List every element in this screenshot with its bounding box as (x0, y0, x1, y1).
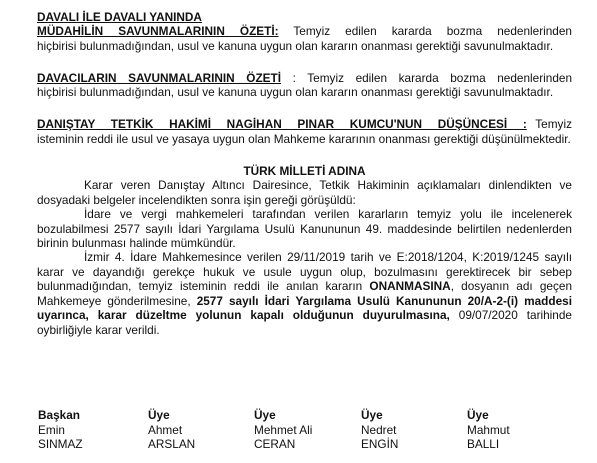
signature-baskan (38, 408, 83, 452)
signature-role: Üye (467, 408, 489, 422)
signature-uye-4 (467, 408, 510, 452)
decision-para-2: İdare ve vergi mahkemeleri tarafından verilen kararların temyiz yolu ile incelenerek bozulabilmesi 2577 sayılı İdari Yargılama Usulü Kanununun 49. maddesinde belirtilen nedenlerden birinin bulunması halinde mümkündür. (37, 207, 572, 251)
signature-last-name: SINMAZ (38, 437, 83, 452)
signature-last-name: ARSLAN (148, 437, 196, 452)
signature-role: Üye (254, 408, 276, 422)
decision-title: TÜRK MİLLETİ ADINA (243, 164, 366, 179)
signature-first-name: Nedret (361, 422, 397, 437)
signature-last-name: BALLI (467, 437, 500, 452)
signature-uye-2 (254, 408, 312, 452)
signature-last-name: ENGİN (361, 437, 399, 452)
davaci-heading: DAVACILARIN SAVUNMALARININ ÖZETİ (37, 70, 282, 85)
davaci-text-first: : Temyiz edilen kararda bozma nedenlerinden (281, 70, 572, 85)
signature-uye-3 (361, 408, 398, 452)
davali-heading-line1 (37, 10, 572, 24)
para3-part2: , dosyanın adı geçen Mahkemeye gönderilmesine, (37, 279, 573, 308)
signature-first-name: Mahmut (467, 422, 510, 437)
tetkik-heading-line (37, 117, 572, 131)
signature-first-name: Mehmet Ali (254, 422, 313, 437)
para3-bold1: ONANMASINA (369, 279, 451, 294)
signature-uye-1 (148, 408, 195, 452)
document-body (37, 9, 572, 337)
signature-first-name: Ahmet (148, 422, 183, 437)
signature-last-name: CERAN (254, 437, 296, 452)
decision-para-3 (37, 250, 572, 336)
decision-para-1: Karar veren Danıştay Altıncı Dairesince, Tetkik Hakiminin açıklamaları dinlendikten ve dosyadaki belgeler incelendikten sonra işin gereği görüşüldü: (37, 178, 572, 207)
signature-role: Üye (361, 408, 383, 422)
davali-heading-text-2: MÜDAHİLİN SAVUNMALARININ ÖZETİ: (37, 24, 279, 39)
davali-text-first: Temyiz edilen kararda bozma nedenlerinden (278, 24, 572, 39)
signature-role: Üye (148, 408, 170, 422)
tetkik-text: isteminin reddi ile usul ve yasaya uygun olan Mahkeme kararının onanması gerektiği düşünülmektedir. (37, 131, 571, 146)
davali-heading-text-1: DAVALI İLE DAVALI YANINDA (37, 10, 202, 24)
signature-first-name: Emin (38, 422, 65, 437)
davali-heading-line2 (37, 24, 572, 38)
tetkik-text-first: Temyiz (526, 117, 572, 132)
para3-bold2: 2577 sayılı İdari Yargılama Usulü Kanununun 20/A-2-(i) maddesi uyarınca, karar düzeltme yolunun kapalı olduğunun duyurulmasına, (37, 293, 572, 323)
para3-part3: 09/07/2020 tarihinde oybirliğiyle karar verildi. (37, 308, 572, 337)
davaci-text: hiçbirisi bulunmadığından, usul ve kanuna uygun olan kararın onanması gerektiği savunulmaktadır. (37, 85, 554, 100)
davali-text: hiçbirisi bulunmadığından, usul ve kanuna uygun olan kararın onanması gerektiği savunulmaktadır. (37, 38, 554, 53)
davaci-heading-line (37, 71, 572, 85)
signature-role: Başkan (38, 408, 80, 422)
tetkik-heading: DANIŞTAY TETKİK HAKİMİ NAGİHAN PINAR KUMCU'NUN DÜŞÜNCESİ : (37, 117, 527, 132)
para3-part1: İzmir 4. İdare Mahkemesince verilen 29/11/2019 tarih ve E:2018/1204, K:2019/1245 sayılı karar ve dayandığı gerekçe hukuk ve usule uygun olup, bozulmasını gerektirecek bir sebep bulunmadığından, temyiz isteminin reddi ile anılan kararın (37, 250, 572, 294)
